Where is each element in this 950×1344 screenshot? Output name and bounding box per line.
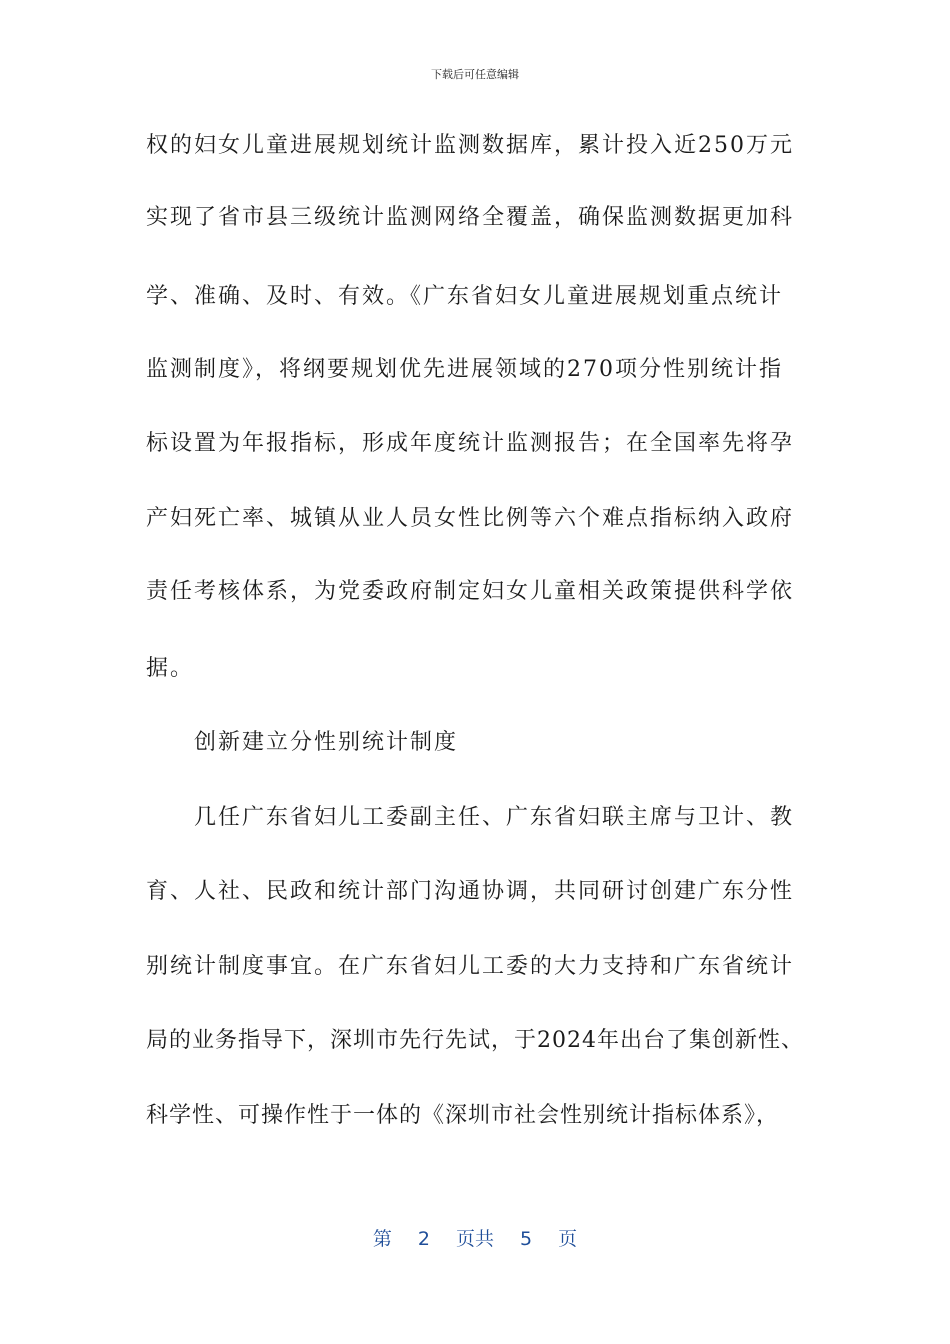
body-line: 几任广东省妇儿工委副主任、广东省妇联主席与卫计、教: [194, 805, 795, 830]
body-line: 责任考核体系，为党委政府制定妇女儿童相关政策提供科学依: [146, 579, 795, 604]
body-line: 学、准确、及时、有效。《广东省妇女儿童进展规划重点统计: [146, 284, 784, 309]
body-line: 别统计制度事宜。在广东省妇儿工委的大力支持和广东省统计: [146, 954, 795, 979]
body-line: 监测制度》，将纲要规划优先进展领域的270项分性别统计指: [146, 357, 783, 382]
body-line: 产妇死亡率、城镇从业人员女性比例等六个难点指标纳入政府: [146, 506, 795, 531]
header-note: 下载后可任意编辑: [431, 68, 519, 81]
page-suffix: 页: [558, 1228, 578, 1250]
section-heading: 创新建立分性别统计制度: [194, 730, 459, 755]
body-line: 标设置为年报指标，形成年度统计监测报告；在全国率先将孕: [146, 431, 795, 456]
total-pages: 5: [520, 1228, 533, 1250]
body-line: 局的业务指导下，深圳市先行先试，于2024年出台了集创新性、: [146, 1028, 804, 1053]
body-line: 据。: [146, 656, 195, 681]
body-line: 育、人社、民政和统计部门沟通协调，共同研讨创建广东分性: [146, 879, 795, 904]
page-prefix: 第: [372, 1228, 392, 1250]
body-line: 实现了省市县三级统计监测网络全覆盖，确保监测数据更加科: [146, 205, 795, 230]
page-middle: 页共: [455, 1228, 494, 1250]
body-line: 科学性、可操作性于一体的《深圳市社会性别统计指标体系》，: [146, 1103, 780, 1128]
page-number: 2: [417, 1228, 430, 1250]
page-footer: [0, 1226, 950, 1252]
body-line: 权的妇女儿童进展规划统计监测数据库，累计投入近250万元: [146, 133, 794, 158]
